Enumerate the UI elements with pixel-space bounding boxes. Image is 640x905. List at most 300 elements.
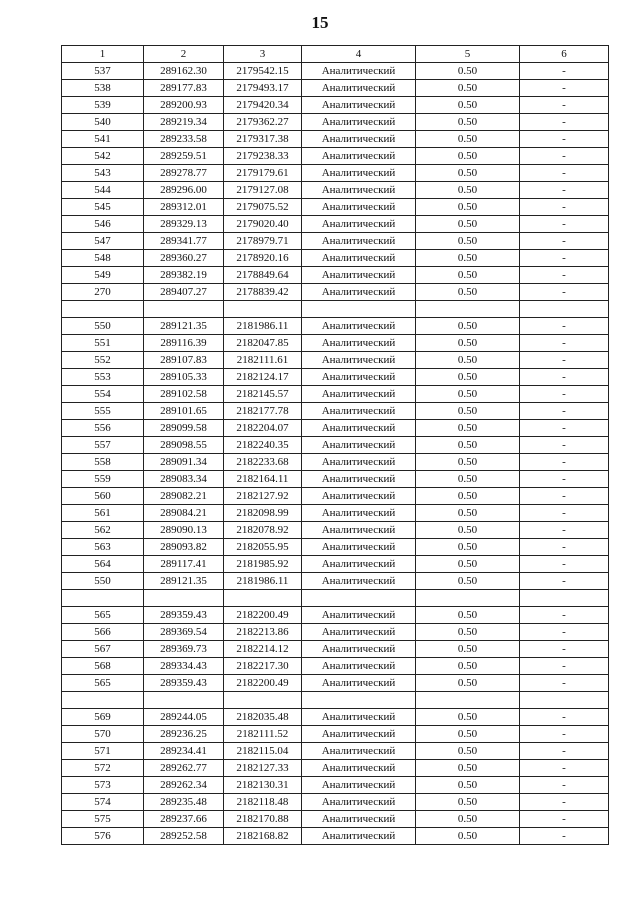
empty-cell	[520, 301, 609, 318]
table-cell: 2182111.61	[224, 352, 302, 369]
table-cell: -	[520, 505, 609, 522]
table-cell: 550	[62, 573, 144, 590]
table-cell: Аналитический	[302, 743, 416, 760]
table-cell: 554	[62, 386, 144, 403]
table-cell: -	[520, 80, 609, 97]
table-cell: 270	[62, 284, 144, 301]
table-cell: 289162.30	[144, 63, 224, 80]
table-cell: Аналитический	[302, 505, 416, 522]
table-cell: -	[520, 148, 609, 165]
table-cell: 289117.41	[144, 556, 224, 573]
table-cell: -	[520, 114, 609, 131]
table-cell: Аналитический	[302, 641, 416, 658]
table-cell: 0.50	[416, 369, 520, 386]
table-cell: Аналитический	[302, 97, 416, 114]
table-cell: 556	[62, 420, 144, 437]
table-cell: 2179362.27	[224, 114, 302, 131]
table-row	[62, 114, 609, 131]
table-cell: 2178849.64	[224, 267, 302, 284]
table-cell: -	[520, 454, 609, 471]
table-row	[62, 828, 609, 845]
table-cell: 538	[62, 80, 144, 97]
group-separator-row	[62, 301, 609, 318]
table-cell: Аналитический	[302, 403, 416, 420]
table-cell: 0.50	[416, 335, 520, 352]
table-cell: 0.50	[416, 675, 520, 692]
table-cell: 576	[62, 828, 144, 845]
table-cell: 0.50	[416, 352, 520, 369]
table-cell: -	[520, 318, 609, 335]
table-cell: 289233.58	[144, 131, 224, 148]
table-cell: Аналитический	[302, 63, 416, 80]
table-cell: -	[520, 216, 609, 233]
table-cell: 289101.65	[144, 403, 224, 420]
table-cell: 2182078.92	[224, 522, 302, 539]
table-cell: Аналитический	[302, 539, 416, 556]
table-cell: 2178839.42	[224, 284, 302, 301]
table-row	[62, 216, 609, 233]
table-cell: 289107.83	[144, 352, 224, 369]
table-cell: 2182213.86	[224, 624, 302, 641]
header-cell: 1	[62, 46, 144, 63]
empty-cell	[144, 301, 224, 318]
empty-cell	[416, 301, 520, 318]
table-cell: 289252.58	[144, 828, 224, 845]
table-cell: -	[520, 63, 609, 80]
empty-cell	[224, 301, 302, 318]
empty-cell	[224, 692, 302, 709]
table-cell: 571	[62, 743, 144, 760]
table-cell: 542	[62, 148, 144, 165]
header-cell: 2	[144, 46, 224, 63]
table-cell: Аналитический	[302, 675, 416, 692]
table-cell: Аналитический	[302, 335, 416, 352]
table-cell: 289219.34	[144, 114, 224, 131]
table-cell: 0.50	[416, 165, 520, 182]
table-cell: 289369.54	[144, 624, 224, 641]
table-cell: 558	[62, 454, 144, 471]
table-cell: 2178979.71	[224, 233, 302, 250]
table-cell: 289121.35	[144, 318, 224, 335]
table-row	[62, 318, 609, 335]
empty-cell	[302, 590, 416, 607]
table-cell: -	[520, 828, 609, 845]
table-cell: 289099.58	[144, 420, 224, 437]
table-cell: -	[520, 386, 609, 403]
table-cell: Аналитический	[302, 199, 416, 216]
empty-cell	[62, 301, 144, 318]
table-row	[62, 165, 609, 182]
table-cell: -	[520, 794, 609, 811]
table-cell: 569	[62, 709, 144, 726]
table-row	[62, 386, 609, 403]
table-cell: 2182214.12	[224, 641, 302, 658]
header-cell: 4	[302, 46, 416, 63]
header-cell: 6	[520, 46, 609, 63]
table-cell: -	[520, 352, 609, 369]
table-cell: 565	[62, 607, 144, 624]
table-cell: 289278.77	[144, 165, 224, 182]
table-row	[62, 573, 609, 590]
table-cell: -	[520, 760, 609, 777]
table-cell: 289098.55	[144, 437, 224, 454]
table-cell: 289369.73	[144, 641, 224, 658]
table-cell: 289312.01	[144, 199, 224, 216]
table-cell: 0.50	[416, 63, 520, 80]
table-cell: 0.50	[416, 556, 520, 573]
table-cell: 0.50	[416, 284, 520, 301]
table-cell: Аналитический	[302, 182, 416, 199]
table-cell: 2179493.17	[224, 80, 302, 97]
table-cell: 543	[62, 165, 144, 182]
table-cell: Аналитический	[302, 811, 416, 828]
header-row	[62, 46, 609, 63]
table-cell: -	[520, 471, 609, 488]
table-cell: 289121.35	[144, 573, 224, 590]
table-cell: Аналитический	[302, 437, 416, 454]
table-cell: -	[520, 182, 609, 199]
table-cell: 537	[62, 63, 144, 80]
table-cell: 2182047.85	[224, 335, 302, 352]
table-row	[62, 641, 609, 658]
table-cell: 2179317.38	[224, 131, 302, 148]
table-cell: 289116.39	[144, 335, 224, 352]
table-cell: 0.50	[416, 760, 520, 777]
table-cell: 0.50	[416, 403, 520, 420]
table-cell: 545	[62, 199, 144, 216]
table-row	[62, 624, 609, 641]
table-row	[62, 811, 609, 828]
table-cell: 2181986.11	[224, 573, 302, 590]
table-cell: -	[520, 607, 609, 624]
table-row	[62, 505, 609, 522]
table-cell: 0.50	[416, 233, 520, 250]
table-cell: 2182204.07	[224, 420, 302, 437]
table-cell: Аналитический	[302, 658, 416, 675]
table-cell: -	[520, 97, 609, 114]
table-cell: 565	[62, 675, 144, 692]
table-cell: 0.50	[416, 97, 520, 114]
table-cell: 0.50	[416, 488, 520, 505]
table-cell: -	[520, 420, 609, 437]
table-row	[62, 97, 609, 114]
table-cell: 289329.13	[144, 216, 224, 233]
table-cell: 0.50	[416, 505, 520, 522]
table-cell: 555	[62, 403, 144, 420]
table-cell: Аналитический	[302, 114, 416, 131]
table-row	[62, 777, 609, 794]
empty-cell	[416, 590, 520, 607]
table-row	[62, 471, 609, 488]
table-cell: Аналитический	[302, 709, 416, 726]
table-cell: 550	[62, 318, 144, 335]
header-cell: 3	[224, 46, 302, 63]
table-cell: 562	[62, 522, 144, 539]
table-cell: -	[520, 658, 609, 675]
table-row	[62, 148, 609, 165]
table-row	[62, 539, 609, 556]
table-cell: 2181985.92	[224, 556, 302, 573]
table-cell: 2179420.34	[224, 97, 302, 114]
table-cell: 544	[62, 182, 144, 199]
empty-cell	[144, 590, 224, 607]
table-row	[62, 556, 609, 573]
table-cell: -	[520, 675, 609, 692]
table-cell: 289237.66	[144, 811, 224, 828]
table-row	[62, 794, 609, 811]
table-cell: 289262.77	[144, 760, 224, 777]
table-cell: -	[520, 556, 609, 573]
table-cell: 2182118.48	[224, 794, 302, 811]
table-cell: 2182240.35	[224, 437, 302, 454]
table-cell: 2179127.08	[224, 182, 302, 199]
table-cell: 0.50	[416, 794, 520, 811]
table-row	[62, 522, 609, 539]
table-cell: 2182127.92	[224, 488, 302, 505]
table-cell: 0.50	[416, 267, 520, 284]
table-cell: 2182217.30	[224, 658, 302, 675]
table-cell: 557	[62, 437, 144, 454]
table-cell: 0.50	[416, 539, 520, 556]
table-cell: 2182111.52	[224, 726, 302, 743]
table-cell: 0.50	[416, 80, 520, 97]
table-cell: -	[520, 522, 609, 539]
table-cell: Аналитический	[302, 216, 416, 233]
table-cell: 553	[62, 369, 144, 386]
table-cell: Аналитический	[302, 607, 416, 624]
table-cell: Аналитический	[302, 556, 416, 573]
table-row	[62, 709, 609, 726]
table-cell: Аналитический	[302, 284, 416, 301]
table-cell: Аналитический	[302, 131, 416, 148]
table-row	[62, 250, 609, 267]
table-cell: 568	[62, 658, 144, 675]
table-cell: 0.50	[416, 454, 520, 471]
table-cell: 289200.93	[144, 97, 224, 114]
table-cell: 289296.00	[144, 182, 224, 199]
table-row	[62, 403, 609, 420]
table-cell: -	[520, 709, 609, 726]
table-cell: 0.50	[416, 131, 520, 148]
table-cell: 572	[62, 760, 144, 777]
table-cell: 289360.27	[144, 250, 224, 267]
table-cell: 2182164.11	[224, 471, 302, 488]
table-row	[62, 284, 609, 301]
table-cell: Аналитический	[302, 573, 416, 590]
table-cell: 0.50	[416, 182, 520, 199]
table-cell: Аналитический	[302, 233, 416, 250]
table-cell: 2182098.99	[224, 505, 302, 522]
table-cell: 289334.43	[144, 658, 224, 675]
table-cell: 573	[62, 777, 144, 794]
table-cell: -	[520, 539, 609, 556]
table-cell: 0.50	[416, 522, 520, 539]
table-cell: Аналитический	[302, 726, 416, 743]
coordinates-table	[61, 45, 609, 845]
table-cell: 289093.82	[144, 539, 224, 556]
table-cell: 2182130.31	[224, 777, 302, 794]
table-cell: 2182055.95	[224, 539, 302, 556]
table-cell: 547	[62, 233, 144, 250]
table-row	[62, 352, 609, 369]
table-cell: 289105.33	[144, 369, 224, 386]
table-row	[62, 760, 609, 777]
table-cell: 289382.19	[144, 267, 224, 284]
table-row	[62, 488, 609, 505]
table-cell: 2182124.17	[224, 369, 302, 386]
table-cell: Аналитический	[302, 760, 416, 777]
table-cell: 0.50	[416, 386, 520, 403]
table-cell: 539	[62, 97, 144, 114]
table-row	[62, 182, 609, 199]
table-row	[62, 675, 609, 692]
empty-cell	[144, 692, 224, 709]
table-cell: 289359.43	[144, 607, 224, 624]
table-cell: 0.50	[416, 199, 520, 216]
table-cell: 540	[62, 114, 144, 131]
empty-cell	[224, 590, 302, 607]
table-cell: 2182200.49	[224, 675, 302, 692]
table-cell: 289083.34	[144, 471, 224, 488]
table-cell: -	[520, 624, 609, 641]
table-cell: 289359.43	[144, 675, 224, 692]
table-cell: 2182168.82	[224, 828, 302, 845]
table-row	[62, 267, 609, 284]
table-cell: 548	[62, 250, 144, 267]
table-cell: 2182170.88	[224, 811, 302, 828]
table-cell: 2181986.11	[224, 318, 302, 335]
table-cell: 0.50	[416, 216, 520, 233]
table-cell: 541	[62, 131, 144, 148]
table-cell: 0.50	[416, 624, 520, 641]
table-cell: 289082.21	[144, 488, 224, 505]
table-cell: -	[520, 641, 609, 658]
empty-cell	[302, 301, 416, 318]
page-number: 15	[311, 13, 329, 32]
table-cell: -	[520, 488, 609, 505]
table-cell: 0.50	[416, 658, 520, 675]
table-cell: 0.50	[416, 709, 520, 726]
table-cell: Аналитический	[302, 471, 416, 488]
table-row	[62, 454, 609, 471]
table-cell: -	[520, 284, 609, 301]
table-row	[62, 233, 609, 250]
table-cell: 0.50	[416, 114, 520, 131]
table-row	[62, 743, 609, 760]
group-separator-row	[62, 692, 609, 709]
table-row	[62, 726, 609, 743]
table-row	[62, 420, 609, 437]
table-cell: Аналитический	[302, 148, 416, 165]
table-header	[62, 46, 609, 63]
table-row	[62, 63, 609, 80]
table-row	[62, 131, 609, 148]
table-row	[62, 369, 609, 386]
table-cell: -	[520, 403, 609, 420]
table-cell: 289341.77	[144, 233, 224, 250]
table-cell: 289234.41	[144, 743, 224, 760]
table-cell: Аналитический	[302, 454, 416, 471]
header-cell: 5	[416, 46, 520, 63]
table-cell: Аналитический	[302, 386, 416, 403]
table-cell: -	[520, 811, 609, 828]
table-cell: Аналитический	[302, 80, 416, 97]
table-cell: 575	[62, 811, 144, 828]
table-cell: 0.50	[416, 148, 520, 165]
table-cell: Аналитический	[302, 522, 416, 539]
table-cell: -	[520, 743, 609, 760]
table-row	[62, 80, 609, 97]
table-row	[62, 335, 609, 352]
table-cell: 289084.21	[144, 505, 224, 522]
table-cell: 0.50	[416, 641, 520, 658]
table-cell: 2182145.57	[224, 386, 302, 403]
table-cell: 0.50	[416, 811, 520, 828]
table-cell: 0.50	[416, 743, 520, 760]
table-cell: 2182115.04	[224, 743, 302, 760]
table-cell: 2179238.33	[224, 148, 302, 165]
table-body	[62, 63, 609, 845]
table-cell: 2182035.48	[224, 709, 302, 726]
table-cell: Аналитический	[302, 420, 416, 437]
table-cell: 0.50	[416, 828, 520, 845]
table-cell: 564	[62, 556, 144, 573]
table-cell: 0.50	[416, 607, 520, 624]
table-cell: Аналитический	[302, 267, 416, 284]
table-cell: -	[520, 777, 609, 794]
table-cell: 289259.51	[144, 148, 224, 165]
table-cell: -	[520, 233, 609, 250]
table-cell: 2182177.78	[224, 403, 302, 420]
table-cell: 546	[62, 216, 144, 233]
table-cell: 289177.83	[144, 80, 224, 97]
table-cell: Аналитический	[302, 165, 416, 182]
table-cell: 563	[62, 539, 144, 556]
table-cell: 289407.27	[144, 284, 224, 301]
empty-cell	[62, 692, 144, 709]
empty-cell	[302, 692, 416, 709]
table-cell: 559	[62, 471, 144, 488]
table-row	[62, 199, 609, 216]
table-row	[62, 658, 609, 675]
table-cell: 2179179.61	[224, 165, 302, 182]
table-cell: -	[520, 369, 609, 386]
table-cell: Аналитический	[302, 369, 416, 386]
table-cell: Аналитический	[302, 794, 416, 811]
table-cell: 289235.48	[144, 794, 224, 811]
table-cell: 289262.34	[144, 777, 224, 794]
table-cell: 2182200.49	[224, 607, 302, 624]
table-cell: Аналитический	[302, 777, 416, 794]
table-cell: 0.50	[416, 318, 520, 335]
table-cell: Аналитический	[302, 352, 416, 369]
table-row	[62, 437, 609, 454]
table-cell: 289090.13	[144, 522, 224, 539]
table-cell: -	[520, 250, 609, 267]
table-cell: 0.50	[416, 437, 520, 454]
group-separator-row	[62, 590, 609, 607]
table-cell: 561	[62, 505, 144, 522]
table-cell: 570	[62, 726, 144, 743]
table-cell: Аналитический	[302, 318, 416, 335]
table-cell: 289244.05	[144, 709, 224, 726]
table-row	[62, 607, 609, 624]
table-cell: 2179542.15	[224, 63, 302, 80]
table-cell: 2179020.40	[224, 216, 302, 233]
table-cell: 0.50	[416, 471, 520, 488]
table-cell: 566	[62, 624, 144, 641]
table-cell: Аналитический	[302, 624, 416, 641]
